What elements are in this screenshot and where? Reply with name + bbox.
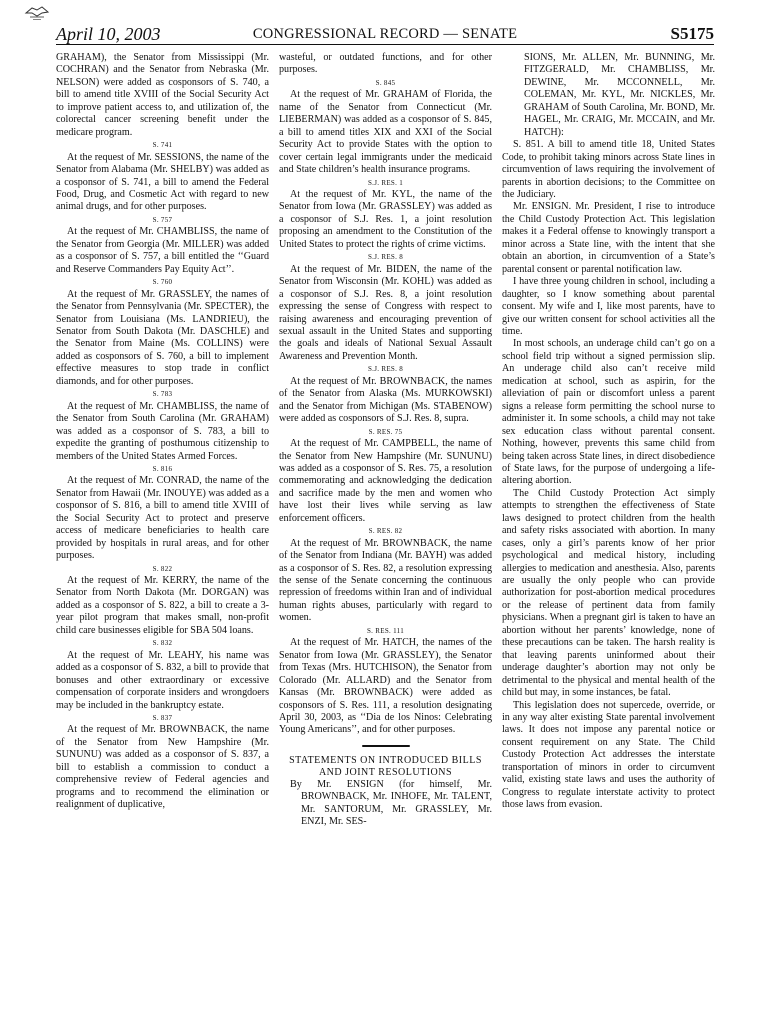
paragraph: At the request of Mr. CONRAD, the name of the Senator from Hawaii (Mr. INOUYE) was added as a cosponsor of S. 816, a bill to amend title XVIII of the Social Security Act to protect and preserve access of medicare beneficiaries to health care provided by hospitals in rural areas, and for other purposes. [56, 475, 269, 562]
bill-heading: S.J. RES. 8 [367, 365, 403, 374]
bill-heading: S. 760 [152, 278, 173, 287]
paragraph: wasteful, or outdated functions, and for other purposes. [279, 52, 492, 76]
column-3 [502, 52, 715, 812]
paragraph: At the request of Mr. LEAHY, his name was added as a cosponsor of S. 832, a bill to provide that bonuses and other extraordinary or excessive compensation of corporate insiders and wrongdoers may be included in the bankruptcy estate. [56, 649, 269, 711]
section-title: STATEMENTS ON INTRODUCED BILLS AND JOINT RESOLUTIONS [289, 754, 482, 778]
bill-heading: S. 741 [152, 141, 173, 150]
page-header [56, 24, 714, 45]
paragraph: At the request of Mr. KERRY, the name of the Senator from North Dakota (Mr. DORGAN) was added as a cosponsor of S. 822, a bill to create a 3-year pilot program that makes small, non-profit child care businesses eligible for SBA 504 loans. [56, 575, 269, 636]
bill-heading: S. RES. 111 [366, 626, 404, 635]
paragraph: At the request of Mr. BIDEN, the name of the Senator from Wisconsin (Mr. KOHL) was added as a cosponsor of S.J. Res. 8, a joint resolution expressing the sense of Congress with respect to raising awareness and encouraging prevention of sexual assault in the United States and supporting the goals and ideals of National Sexual Assault Awareness and Prevention Month. [279, 263, 492, 362]
paragraph: This legislation does not supercede, override, or in any way alter existing State parental involvement laws. It does not impose any parental notice or consent requirement on any State. The Child Custody Protection Act addresses the interstate transportation of minors in order to circumvent valid, existing state laws and uses the authority of Congress to regulate interstate activity to protect those laws from evasion. [502, 699, 715, 811]
paragraph: At the request of Mr. CHAMBLISS, the name of the Senator from Georgia (Mr. MILLER) was added as a cosponsor of S. 757, a bill entitled the ‘‘Guard and Reserve Commanders Pay Equity Act’’. [56, 226, 269, 275]
header-date: April 10, 2003 [56, 24, 161, 44]
paragraph: At the request of Mr. HATCH, the names of the Senator from Iowa (Mr. GRASSLEY), the Senator from Texas (Mrs. HUTCHISON), the Senator from Colorado (Mr. ALLARD) and the Senator from Kansas (Mr. BROWNBACK) were added as cosponsors of S. Res. 111, a resolution designating April 30, 2003, as ‘‘Dia de los Ninos: Celebrating Young Americans’’, and for other purposes. [279, 637, 492, 736]
paragraph: At the request of Mr. SESSIONS, the name of the Senator from Alabama (Mr. SHELBY) was added as a cosponsor of S. 741, a bill to amend the Federal Food, Drug, and Cosmetic Act with regard to new animal drugs, and for other purposes. [56, 151, 269, 213]
bill-heading: S. RES. 75 [368, 427, 403, 436]
paragraph: At the request of Mr. GRASSLEY, the names of the Senator from Pennsylvania (Mr. SPECTER), the Senator from Louisiana (Ms. LANDRIEU), the Senator from South Dakota (Mr. DASCHLE) and the Senator from Maine (Ms. COLLINS) were added as cosponsors of S. 760, a bill to implement effective measures to stop trade in conflict diamonds, and for other purposes. [56, 288, 269, 387]
paragraph: The Child Custody Protection Act simply attempts to strengthen the effectiveness of State laws designed to protect children from the health and safety risks associated with abortion. In many cases, only a girl’s parents know of her prior psychological and medical history, including allergies to medication and anesthesia. Also, parents are usually the only people who can provide authorization for post-abortion medical procedures or the release of pertinent data from family physicians. When a pregnant girl is taken to have an abortion without her parents’ knowledge, none of these precautions can be taken. The harsh reality is that leaving parents uninformed about their underage daughter’s abortion may not only be detrimental to the physical and mental health of the child but may, in some instances, be fatal. [502, 487, 715, 699]
paragraph: At the request of Mr. KYL, the name of the Senator from Iowa (Mr. GRASSLEY) was added as a cosponsor of S.J. Res. 1, a joint resolution proposing an amendment to the Constitution of the United States to protect the rights of crime victims. [279, 188, 492, 250]
bill-heading: S. 757 [152, 215, 173, 224]
bill-heading: S. 822 [152, 564, 173, 573]
paragraph: At the request of Mr. BROWNBACK, the names of the Senator from Alaska (Ms. MURKOWSKI) and the Senator from Michigan (Ms. STABENOW) were added as cosponsors of S.J. Res. 8, supra. [279, 375, 492, 425]
bill-heading: S. RES. 82 [368, 527, 403, 536]
sponsor-line: By Mr. ENSIGN (for himself, Mr. BROWNBACK, Mr. INHOFE, Mr. TALENT, Mr. SANTORUM, Mr. GRASSLEY, Mr. ENZI, Mr. SES- [290, 778, 492, 828]
paragraph: At the request of Mr. CHAMBLISS, the name of the Senator from South Carolina (Mr. GRAHAM) was added as a cosponsor of S. 783, a bill to expedite the granting of posthumous citizenship to members of the United States Armed Forces. [56, 400, 269, 462]
bill-heading: S. 845 [375, 78, 396, 87]
paragraph: At the request of Mr. BROWNBACK, the name of the Senator from Indiana (Mr. BAYH) was added as a cosponsor of S. Res. 82, a resolution expressing the sense of the Senate concerning the continuous repression of freedoms within Iran and of individual human rights abuses, particularly with regard to women. [279, 537, 492, 624]
section-divider [362, 745, 410, 747]
paragraph: I have three young children in school, including a daughter, so I know something about parental consent. My wife and I, like most parents, have to give our written consent for school activities all the time. [502, 276, 715, 337]
header-page-number: S5175 [670, 24, 714, 43]
header-title: CONGRESSIONAL RECORD — SENATE [252, 26, 518, 42]
bill-heading: S.J. RES. 8 [367, 253, 403, 262]
paragraph: At the request of Mr. BROWNBACK, the name of the Senator from New Hampshire (Mr. SUNUNU) was added as a cosponsor of S. 837, a bill to establish a commission to conduct a comprehensive review of Federal agencies and programs and to recommend the elimination or realignment of duplicative, [56, 724, 269, 811]
paragraph: At the request of Mr. CAMPBELL, the name of the Senator from New Hampshire (Mr. SUNUNU) was added as a cosponsor of S. Res. 75, a resolution commemorating and acknowledging the dedication and sacrifice made by the men and women who have lost their lives while serving as law enforcement officers. [279, 438, 492, 524]
paragraph: GRAHAM), the Senator from Mississippi (Mr. COCHRAN) and the Senator from Nebraska (Mr. NELSON) were added as cosponsors of S. 740, a bill to amend title XVIII of the Social Security Act to improve patient access to, and utilization of, the colorectal cancer screening benefit under the medicare program. [56, 52, 269, 138]
bill-heading: S.J. RES. 1 [367, 178, 403, 187]
bill-heading: S. 783 [152, 390, 173, 399]
column-2 [279, 52, 492, 829]
bill-heading: S. 837 [152, 714, 173, 723]
bill-summary: S. 851. A bill to amend title 18, United States Code, to prohibit taking minors across State lines in circumvention of laws requiring the involvement of parents in abortion decisions; to the Committee on the Judiciary. [502, 139, 715, 200]
paragraph: In most schools, an underage child can’t go on a school field trip without a signed permission slip. An underage child also can’t receive mild medication at school, such as aspirin, for the alleviation of pain or discomfort unless a parent signs a release form permitting the school nurse to administer it. In some schools, a child may not take sex education class without parental consent. Nothing, however, prevents this same child from being taken across State lines, in direct disobedience of State laws, for the purpose of undergoing a life-altering abortion. [502, 338, 715, 487]
gpo-eagle-logo-icon [24, 4, 50, 22]
paragraph: Mr. ENSIGN. Mr. President, I rise to introduce the Child Custody Protection Act. This legislation makes it a Federal offense to knowingly transport a minor across a State line, with the intent that she obtain an abortion, in circumvention of a State’s parental consent or parental notification law. [502, 201, 715, 275]
bill-heading: S. 816 [152, 464, 173, 473]
paragraph: At the request of Mr. GRAHAM of Florida, the name of the Senator from Connecticut (Mr. LIEBERMAN) was added as a cosponsor of S. 845, a bill to amend titles XIX and XXI of the Social Security Act to provide States with the option to cover certain legal immigrants under the medicaid and State children’s health insurance programs. [279, 89, 492, 176]
bill-heading: S. 832 [152, 639, 173, 648]
sponsor-line-continued: SIONS, Mr. ALLEN, Mr. BUNNING, Mr. FITZGERALD, Mr. CHAMBLISS, Mr. DEWINE, Mr. MCCONNELL, Mr. COLEMAN, Mr. KYL, Mr. NICKLES, Mr. GRAHAM of South Carolina, Mr. BOND, Mr. HAGEL, Mr. CRAIG, Mr. MCCAIN, and Mr. HATCH): [524, 52, 715, 138]
column-1 [56, 52, 269, 812]
